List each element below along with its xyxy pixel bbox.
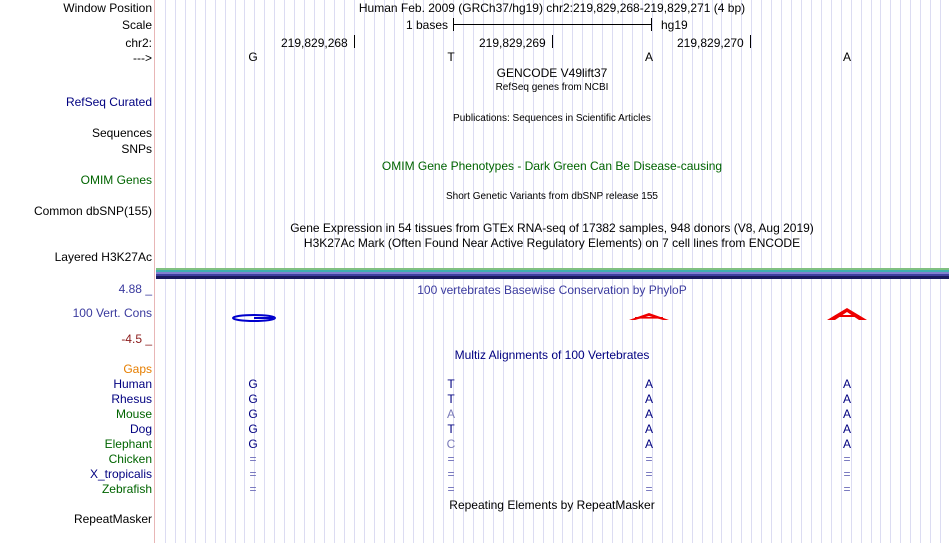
alignment-base: =	[249, 467, 257, 481]
alignment-base: T	[447, 377, 455, 391]
scale-bar-left-tick	[453, 18, 454, 31]
cons-track-label[interactable]: 100 Vert. Cons	[72, 306, 152, 320]
sequences-track-label[interactable]: Sequences	[91, 126, 152, 140]
repeatmasker-track-label[interactable]: RepeatMasker	[73, 512, 152, 526]
alignment-base: T	[447, 422, 455, 436]
scale-label: Scale	[121, 18, 152, 32]
alignment-base: =	[447, 482, 455, 496]
h3k27ac-track-label[interactable]: Layered H3K27Ac	[54, 250, 152, 264]
species-label-chicken[interactable]: Chicken	[108, 452, 152, 466]
phylop-max-label: 4.88 _	[118, 282, 152, 296]
coord-label-2: 219,829,269	[479, 36, 546, 50]
publications-track-title: Publications: Sequences in Scientific Articles	[453, 113, 651, 124]
species-label-rhesus[interactable]: Rhesus	[111, 392, 152, 406]
conservation-logo	[155, 308, 950, 326]
alignment-base: =	[645, 467, 653, 481]
logo-g-icon	[233, 315, 275, 321]
h3k27ac-track-title: H3K27Ac Mark (Often Found Near Active Regulatory Elements) on 7 cell lines from ENCODE	[303, 236, 801, 250]
scale-bases-text: 1 bases	[405, 18, 449, 32]
coord-label-1: 219,829,268	[281, 36, 348, 50]
alignment-base: =	[645, 452, 653, 466]
species-label-mouse[interactable]: Mouse	[115, 407, 152, 421]
ref-base-1: G	[248, 50, 258, 64]
alignment-base: =	[645, 482, 653, 496]
alignment-base: =	[843, 467, 851, 481]
alignment-base: =	[249, 452, 257, 466]
alignment-base: G	[248, 407, 258, 421]
phylop-min-label: -4.5 _	[121, 332, 152, 346]
gaps-label: Gaps	[123, 362, 152, 376]
scale-assembly-text: hg19	[661, 18, 688, 32]
alignment-base: A	[842, 407, 852, 421]
omim-track-label[interactable]: OMIM Genes	[80, 173, 152, 187]
label-column-divider	[154, 0, 155, 543]
scale-bar-right-tick	[651, 18, 652, 31]
omim-track-title: OMIM Gene Phenotypes - Dark Green Can Be Disease-causing	[381, 159, 723, 173]
alignment-base: T	[447, 392, 455, 406]
logo-a-icon-2	[827, 308, 867, 320]
multiz-track-title: Multiz Alignments of 100 Vertebrates	[454, 348, 650, 362]
alignment-base: A	[446, 407, 456, 421]
ref-base-3: A	[644, 50, 654, 64]
snps-track-label[interactable]: SNPs	[121, 142, 152, 156]
dbsnp-track-title: Short Genetic Variants from dbSNP release 155	[446, 191, 658, 202]
alignment-base: =	[843, 482, 851, 496]
alignment-base: A	[842, 437, 852, 451]
phylop-track-title: 100 vertebrates Basewise Conservation by PhyloP	[417, 283, 687, 297]
ref-base-4: A	[842, 50, 852, 64]
alignment-base: G	[248, 377, 258, 391]
alignment-base: =	[843, 452, 851, 466]
alignment-base: C	[446, 437, 456, 451]
coord-tick-1	[354, 35, 355, 48]
window-position-value: Human Feb. 2009 (GRCh37/hg19) chr2:219,829,268-219,829,271 (4 bp)	[358, 1, 746, 15]
gencode-track-title: GENCODE V49lift37	[496, 66, 608, 80]
alignment-base: G	[248, 437, 258, 451]
refseq-track-subtitle: RefSeq genes from NCBI	[495, 82, 609, 93]
alignment-base: A	[842, 422, 852, 436]
coord-tick-3	[750, 35, 751, 48]
alignment-base: G	[248, 392, 258, 406]
species-label-x_tropicalis[interactable]: X_tropicalis	[89, 467, 152, 481]
species-label-dog[interactable]: Dog	[129, 422, 152, 436]
chrom-label: chr2:	[125, 36, 152, 50]
alignment-base: A	[644, 407, 654, 421]
ref-base-2: T	[447, 50, 455, 64]
alignment-base: A	[842, 392, 852, 406]
h3k27ac-band-5	[156, 276, 949, 279]
alignment-base: A	[644, 437, 654, 451]
refseq-track-label[interactable]: RefSeq Curated	[65, 95, 152, 109]
scale-bar	[453, 24, 651, 25]
alignment-base: A	[644, 422, 654, 436]
dbsnp-track-label[interactable]: Common dbSNP(155)	[33, 204, 152, 218]
alignment-base: =	[249, 482, 257, 496]
species-label-human[interactable]: Human	[113, 377, 152, 391]
alignment-base: A	[644, 392, 654, 406]
gtex-track-title: Gene Expression in 54 tissues from GTEx RNA-seq of 17382 samples, 948 donors (V8, Aug 2019)	[290, 221, 814, 235]
logo-a-icon-1	[629, 313, 669, 320]
alignment-base: A	[842, 377, 852, 391]
strand-label[interactable]: --->	[133, 51, 152, 65]
alignment-base: =	[447, 452, 455, 466]
window-position-label: Window Position	[63, 1, 152, 15]
coord-label-3: 219,829,270	[677, 36, 744, 50]
species-label-elephant[interactable]: Elephant	[104, 437, 152, 451]
coord-tick-2	[552, 35, 553, 48]
alignment-base: G	[248, 422, 258, 436]
repeatmasker-track-title: Repeating Elements by RepeatMasker	[449, 498, 655, 512]
alignment-base: =	[447, 467, 455, 481]
alignment-base: A	[644, 377, 654, 391]
species-label-zebrafish[interactable]: Zebrafish	[101, 482, 152, 496]
